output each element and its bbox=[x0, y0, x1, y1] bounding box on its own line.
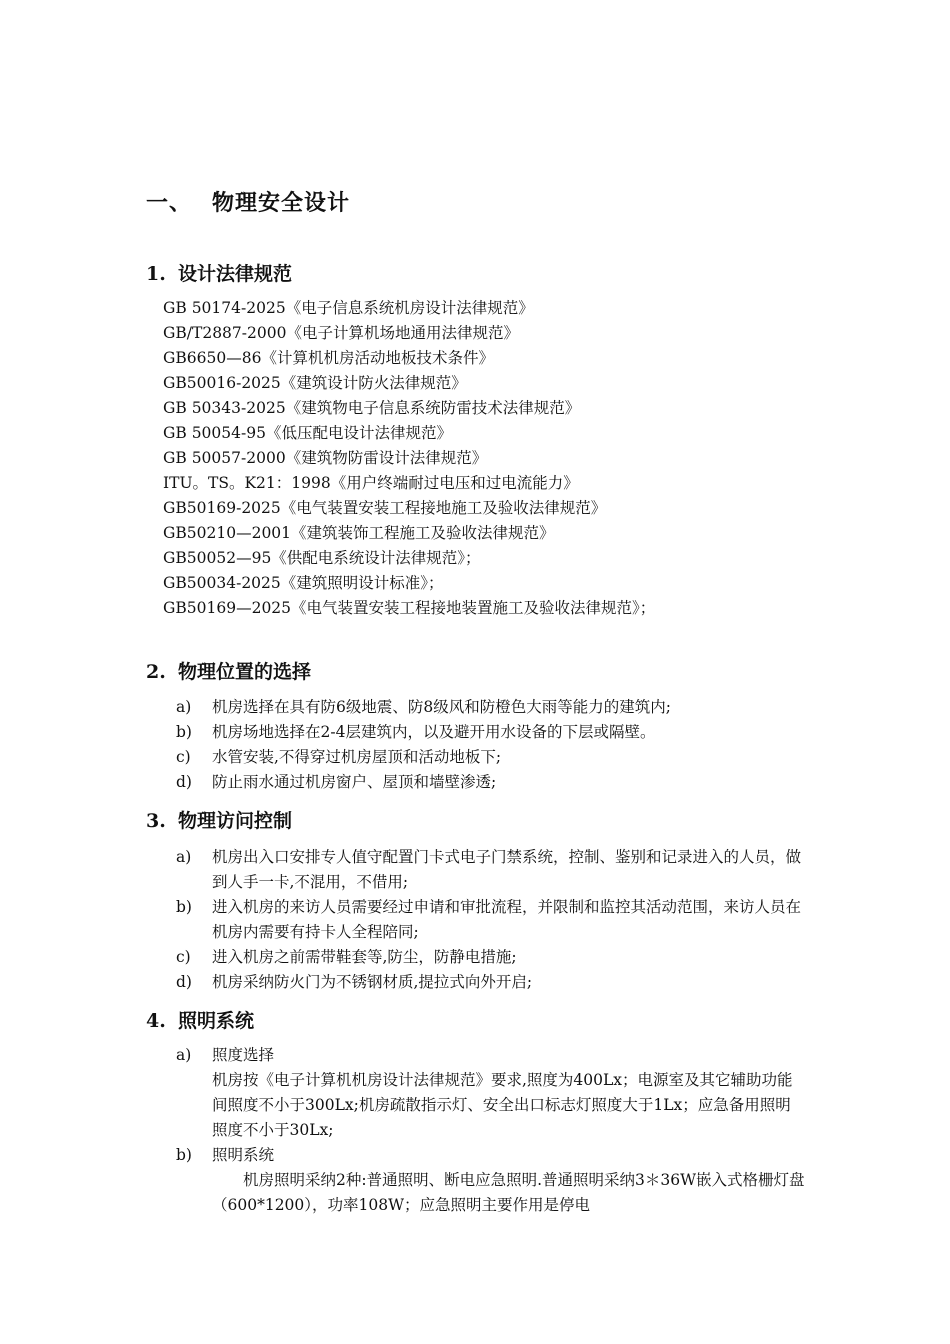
item-text: 机房选择在具有防6级地震、防8级风和防橙色大雨等能力的建筑内; bbox=[212, 698, 671, 716]
heading-number: 1. bbox=[146, 263, 166, 285]
item-text: 水管安装,不得穿过机房屋顶和活动地板下; bbox=[212, 748, 502, 766]
standard-item: GB 50057-2000《建筑物防雷设计法律规范》 bbox=[163, 449, 488, 467]
list-item bbox=[176, 895, 806, 945]
item-text: 照明系统 bbox=[212, 1146, 275, 1164]
item-text: 进入机房的来访人员需要经过申请和审批流程，并限制和监控其活动范围，来访人员在机房内需要有持卡人全程陪同; bbox=[212, 898, 802, 941]
illuminance-paragraph: 机房按《电子计算机机房设计法律规范》要求,照度为400Lx；电源室及其它辅助功能间照度不小于300Lx;机房疏散指示灯、安全出口标志灯照度大于1Lx；应急备用照明照度不小于30Lx; bbox=[212, 1071, 793, 1139]
item-marker: c) bbox=[176, 748, 191, 766]
heading-number: 4. bbox=[146, 1010, 166, 1032]
access-list bbox=[176, 845, 806, 995]
item-text: 进入机房之前需带鞋套等,防尘，防静电措施; bbox=[212, 948, 517, 966]
item-text: 照度选择 bbox=[212, 1046, 275, 1064]
standard-item: ITU。TS。K21：1998《用户终端耐过电压和过电流能力》 bbox=[163, 474, 579, 492]
item-text: 机房采纳防火门为不锈钢材质,提拉式向外开启; bbox=[212, 973, 533, 991]
standard-item: GB50052—95《供配电系统设计法律规范》； bbox=[163, 549, 481, 567]
standards-list bbox=[163, 296, 655, 621]
heading-title: 物理访问控制 bbox=[178, 810, 293, 832]
section-heading bbox=[146, 186, 350, 217]
heading-design-standards bbox=[146, 259, 292, 286]
heading-title: 物理位置的选择 bbox=[178, 661, 312, 683]
item-text: 机房场地选择在2-4层建筑内，以及避开用水设备的下层或隔壁。 bbox=[212, 723, 656, 741]
list-item bbox=[176, 770, 806, 795]
heading-access-control bbox=[146, 806, 292, 833]
heading-location bbox=[146, 657, 311, 684]
item-marker: a) bbox=[176, 848, 192, 866]
list-item bbox=[176, 720, 806, 745]
standard-item: GB 50174-2025《电子信息系统机房设计法律规范》 bbox=[163, 299, 534, 317]
list-item bbox=[176, 845, 806, 895]
item-marker: d) bbox=[176, 773, 192, 791]
location-list bbox=[176, 695, 806, 795]
item-marker: a) bbox=[176, 698, 192, 716]
standard-item: GB/T2887-2000《电子计算机场地通用法律规范》 bbox=[163, 324, 519, 342]
section-number: 一、 bbox=[146, 191, 193, 216]
heading-title: 照明系统 bbox=[178, 1010, 255, 1032]
list-item bbox=[176, 695, 806, 720]
item-marker: b) bbox=[176, 723, 192, 741]
standard-item: GB 50054-95《低压配电设计法律规范》 bbox=[163, 424, 452, 442]
heading-lighting bbox=[146, 1006, 254, 1033]
standard-item: GB50169—2025《电气装置安装工程接地装置施工及验收法律规范》； bbox=[163, 599, 656, 617]
item-marker: b) bbox=[176, 898, 192, 916]
item-text: 机房出入口安排专人值守配置门卡式电子门禁系统，控制、鉴别和记录进入的人员，做到人手一卡,不混用，不借用; bbox=[212, 848, 802, 891]
lighting-list bbox=[176, 1043, 806, 1218]
item-marker: b) bbox=[176, 1146, 192, 1164]
standard-item: GB50169-2025《电气装置安装工程接地施工及验收法律规范》 bbox=[163, 499, 607, 517]
standard-item: GB6650—86《计算机机房活动地板技术条件》 bbox=[163, 349, 494, 367]
list-item bbox=[176, 1143, 806, 1168]
heading-number: 3. bbox=[146, 810, 166, 832]
section-title: 物理安全设计 bbox=[212, 191, 351, 216]
list-item bbox=[176, 945, 806, 970]
item-marker: c) bbox=[176, 948, 191, 966]
heading-title: 设计法律规范 bbox=[178, 263, 293, 285]
standard-item: GB50034-2025《建筑照明设计标准》； bbox=[163, 574, 444, 592]
item-marker: d) bbox=[176, 973, 192, 991]
standard-item: GB50210—2001《建筑装饰工程施工及验收法律规范》 bbox=[163, 524, 555, 542]
standard-item: GB 50343-2025《建筑物电子信息系统防雷技术法律规范》 bbox=[163, 399, 581, 417]
standard-item: GB50016-2025《建筑设计防火法律规范》 bbox=[163, 374, 467, 392]
heading-number: 2. bbox=[146, 661, 166, 683]
item-marker: a) bbox=[176, 1046, 192, 1064]
list-item bbox=[176, 1043, 806, 1068]
lighting-system-paragraph: 机房照明采纳2种:普通照明、断电应急照明.普通照明采纳3＊36W嵌入式格栅灯盘（600*1200），功率108W；应急照明主要作用是停电 bbox=[212, 1171, 805, 1214]
list-item bbox=[176, 970, 806, 995]
list-item bbox=[176, 745, 806, 770]
item-text: 防止雨水通过机房窗户、屋顶和墙壁渗透; bbox=[212, 773, 497, 791]
